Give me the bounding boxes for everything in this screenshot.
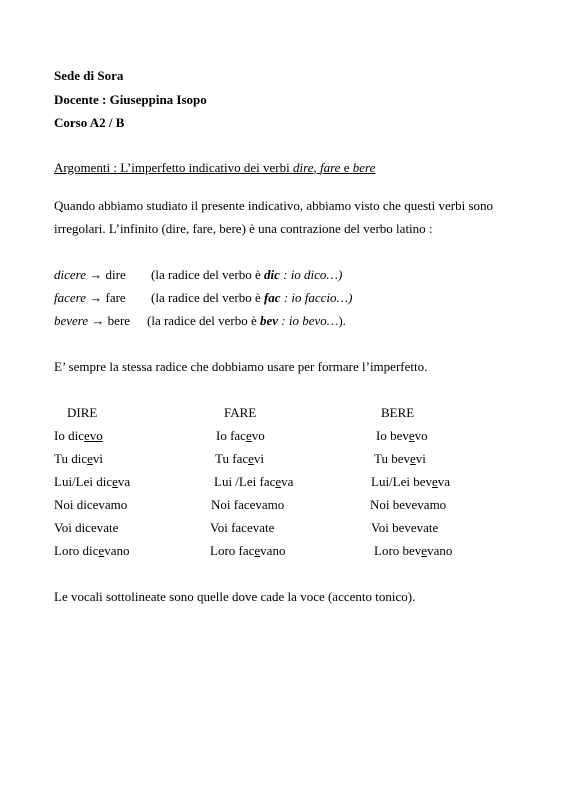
form-ending: vano <box>427 543 453 558</box>
arrow-result: → fare <box>86 290 126 305</box>
form-dire-loro <box>54 543 129 559</box>
form-ending: te <box>109 520 119 535</box>
form-fare-noi <box>211 497 284 513</box>
form-stem: Noi diceva <box>54 497 111 512</box>
topic-verb-dire: dire <box>293 160 314 175</box>
form-dire-tu <box>54 451 103 467</box>
form-dire-io <box>54 428 103 444</box>
latin-desc-facere <box>151 290 352 306</box>
form-fare-io <box>216 428 265 444</box>
rule-line: E’ sempre la stessa radice che dobbiamo usare per formare l’imperfetto. <box>54 359 428 374</box>
latin-word: facere <box>54 290 86 305</box>
form-stem: Loro fac <box>210 543 255 558</box>
topic-heading <box>54 160 375 176</box>
form-ending: vi <box>92 451 104 466</box>
form-ending: va <box>437 474 451 489</box>
form-stem: Loro dic <box>54 543 99 558</box>
form-bere-loro <box>374 543 452 559</box>
form-dire-noi <box>54 497 127 513</box>
form-stem: Noi faceva <box>211 497 268 512</box>
form-stem: Tu bev <box>374 451 411 466</box>
note-line: Le vocali sottolineate sono quelle dove cade la voce (accento tonico). <box>54 589 416 604</box>
form-stem: Io fac <box>216 428 246 443</box>
root-example: : io dico…) <box>279 267 343 282</box>
form-ending: vi <box>253 451 265 466</box>
root-end: ). <box>338 313 346 328</box>
form-bere-noi <box>370 497 446 513</box>
arrow-result: → bere <box>88 313 131 328</box>
form-stem: Noi beveva <box>370 497 430 512</box>
latin-line-bevere <box>54 313 130 329</box>
latin-desc-bevere <box>147 313 346 329</box>
topic-sep-1: , <box>313 160 320 175</box>
form-ending: vo <box>414 428 428 443</box>
topic-verb-fare: fare <box>319 160 341 175</box>
form-stem: Io bev <box>376 428 409 443</box>
stressed-vowel: e <box>98 543 105 558</box>
form-ending: mo <box>110 497 128 512</box>
root-example: : io bevo… <box>278 313 339 328</box>
form-dire-voi <box>54 520 118 536</box>
root: dic <box>263 267 280 282</box>
form-bere-voi <box>371 520 438 536</box>
latin-desc-dicere <box>151 267 342 283</box>
root: fac <box>263 290 281 305</box>
form-stem: Lui/Lei dic <box>54 474 113 489</box>
form-stem: Voi beveva <box>371 520 429 535</box>
root-example: : io faccio…) <box>280 290 353 305</box>
form-ending: va <box>117 474 131 489</box>
form-ending: mo <box>267 497 285 512</box>
topic-sep-2: e <box>340 160 353 175</box>
form-dire-lui <box>54 474 130 490</box>
stressed-vowel: e <box>254 543 261 558</box>
form-stem: Voi diceva <box>54 520 109 535</box>
form-stem: Io dic <box>54 428 84 443</box>
latin-line-dicere <box>54 267 126 283</box>
stressed-vowel: e <box>432 474 438 489</box>
header-dire: DIRE <box>67 405 98 420</box>
form-ending: va <box>281 474 294 489</box>
stressed-vowel: e <box>275 474 282 489</box>
latin-word: dicere <box>54 267 86 282</box>
form-ending: mo <box>429 497 447 512</box>
intro-line-1: Quando abbiamo studiato il presente indicativo, abbiamo visto che questi verbi sono <box>54 198 494 213</box>
form-stem: Voi faceva <box>210 520 265 535</box>
root-desc: (la radice del verbo è <box>151 267 264 282</box>
stressed-vowel: e <box>245 428 252 443</box>
form-stem: Lui /Lei fac <box>214 474 276 489</box>
header-fare: FARE <box>224 405 257 420</box>
stressed-vowel: e <box>410 451 416 466</box>
form-bere-lui <box>371 474 450 490</box>
root-desc: (la radice del verbo è <box>151 290 264 305</box>
latin-line-facere <box>54 290 126 306</box>
form-stem: Tu dic <box>54 451 88 466</box>
form-stem: Tu fac <box>215 451 249 466</box>
stressed-vowel: e <box>83 428 90 443</box>
form-stem: Lui/Lei bev <box>371 474 433 489</box>
form-stem: Loro bev <box>374 543 422 558</box>
form-fare-voi <box>210 520 274 536</box>
arrow-result: → dire <box>86 267 126 282</box>
corso-line: Corso A2 / B <box>54 115 125 130</box>
form-ending: te <box>428 520 439 535</box>
form-fare-tu <box>215 451 264 467</box>
form-fare-lui <box>214 474 293 490</box>
form-bere-io <box>376 428 428 444</box>
form-ending: te <box>264 520 275 535</box>
form-bere-tu <box>374 451 426 467</box>
stressed-vowel: e <box>408 428 415 443</box>
form-ending: vano <box>104 543 130 558</box>
form-ending: vo <box>251 428 265 443</box>
docente-line: Docente : Giuseppina Isopo <box>54 92 207 107</box>
stressed-vowel: e <box>421 543 428 558</box>
topic-prefix: Argomenti : L’imperfetto indicativo dei verbi <box>54 160 294 175</box>
form-ending: vano <box>260 543 286 558</box>
intro-line-2: irregolari. L’infinito (dire, fare, bere) è una contrazione del verbo latino : <box>54 221 433 236</box>
form-ending: vo <box>89 428 103 443</box>
topic-verb-bere: bere <box>352 160 376 175</box>
sede-line: Sede di Sora <box>54 68 124 83</box>
stressed-vowel: e <box>248 451 254 466</box>
root-desc: (la radice del verbo è <box>147 313 260 328</box>
stressed-vowel: e <box>87 451 93 466</box>
latin-word: bevere <box>54 313 89 328</box>
root: bev <box>259 313 279 328</box>
form-fare-loro <box>210 543 285 559</box>
form-ending: vi <box>415 451 426 466</box>
header-bere: BERE <box>381 405 415 420</box>
stressed-vowel: e <box>112 474 118 489</box>
